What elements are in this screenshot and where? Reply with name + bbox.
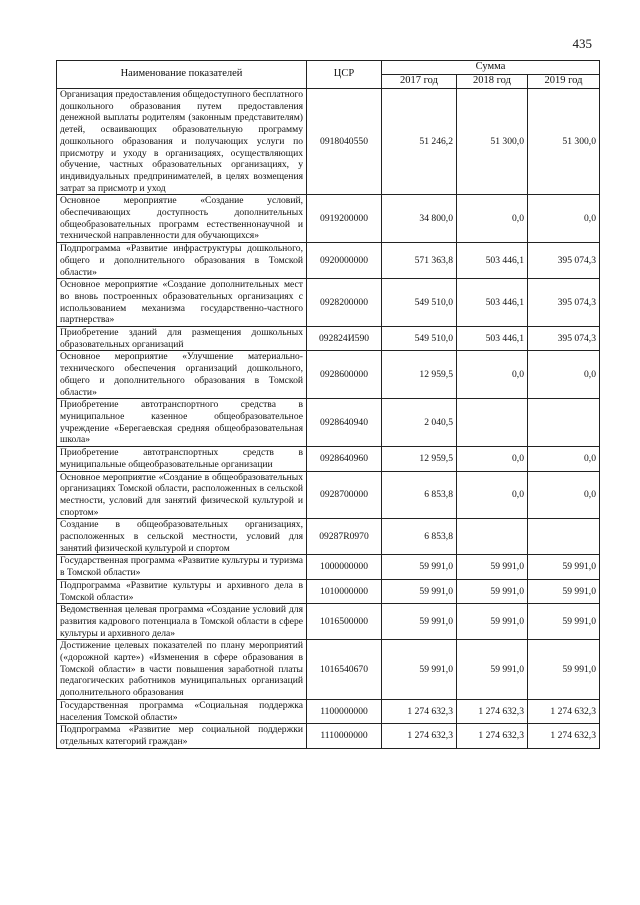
row-name: Достижение целевых показателей по плану мероприятий («дорожной карте») «Изменения в сфере образования в Томской области» в части повышения заработной платы педагогических работников муниципальных организаций дополнительного образования bbox=[57, 640, 307, 700]
row-value-2019 bbox=[528, 399, 600, 447]
row-name: Подпрограмма «Развитие мер социальной поддержки отдельных категорий граждан» bbox=[57, 724, 307, 748]
row-value-2018: 0,0 bbox=[457, 447, 528, 471]
row-code: 0918040550 bbox=[307, 89, 382, 195]
row-value-2018: 503 446,1 bbox=[457, 279, 528, 327]
row-value-2018: 503 446,1 bbox=[457, 243, 528, 279]
table-header bbox=[57, 61, 600, 89]
row-value-2019: 59 991,0 bbox=[528, 640, 600, 700]
row-value-2017: 6 853,8 bbox=[382, 471, 457, 519]
row-code: 0928700000 bbox=[307, 471, 382, 519]
row-value-2018 bbox=[457, 399, 528, 447]
row-code: 0920000000 bbox=[307, 243, 382, 279]
row-value-2017: 6 853,8 bbox=[382, 519, 457, 555]
row-code: 1110000000 bbox=[307, 724, 382, 748]
row-value-2018: 1 274 632,3 bbox=[457, 699, 528, 723]
table-row bbox=[57, 555, 600, 579]
row-name: Основное мероприятие «Улучшение материально-технического обеспечения организаций дошкольного, общего и дополнительного образования в Томской области» bbox=[57, 351, 307, 399]
row-name: Приобретение автотранспортных средств в муниципальные общеобразовательные организации bbox=[57, 447, 307, 471]
row-code: 092824И590 bbox=[307, 327, 382, 351]
table-body bbox=[57, 89, 600, 749]
table-row bbox=[57, 89, 600, 195]
row-value-2017: 12 959,5 bbox=[382, 447, 457, 471]
row-value-2019: 0,0 bbox=[528, 351, 600, 399]
row-value-2017: 549 510,0 bbox=[382, 279, 457, 327]
budget-table bbox=[56, 60, 600, 749]
row-value-2019: 59 991,0 bbox=[528, 555, 600, 579]
row-value-2018: 59 991,0 bbox=[457, 640, 528, 700]
table-row bbox=[57, 724, 600, 748]
row-value-2018: 59 991,0 bbox=[457, 579, 528, 603]
row-value-2017: 1 274 632,3 bbox=[382, 699, 457, 723]
row-name: Подпрограмма «Развитие инфраструктуры дошкольного, общего и дополнительного образования в Томской области» bbox=[57, 243, 307, 279]
row-value-2017: 34 800,0 bbox=[382, 195, 457, 243]
row-name: Государственная программа «Развитие культуры и туризма в Томской области» bbox=[57, 555, 307, 579]
table-row bbox=[57, 351, 600, 399]
row-code: 0928640940 bbox=[307, 399, 382, 447]
page-number: 435 bbox=[572, 36, 592, 51]
row-value-2018: 0,0 bbox=[457, 195, 528, 243]
row-name: Приобретение зданий для размещения дошкольных образовательных организаций bbox=[57, 327, 307, 351]
header-year-2018: 2018 год bbox=[457, 75, 528, 89]
row-code: 0919200000 bbox=[307, 195, 382, 243]
row-name: Приобретение автотранспортного средства в муниципальное казенное общеобразовательное учреждение «Берегаевская средняя общеобразовательная школа» bbox=[57, 399, 307, 447]
row-value-2019: 51 300,0 bbox=[528, 89, 600, 195]
row-code: 1010000000 bbox=[307, 579, 382, 603]
table-row bbox=[57, 399, 600, 447]
table-row bbox=[57, 279, 600, 327]
table-row bbox=[57, 699, 600, 723]
row-value-2018: 59 991,0 bbox=[457, 604, 528, 640]
row-value-2017: 1 274 632,3 bbox=[382, 724, 457, 748]
row-name: Основное мероприятие «Создание условий, обеспечивающих доступность дополнительных общеобразовательных программ естественнонаучной и технической направленности для обучающихся» bbox=[57, 195, 307, 243]
row-value-2019 bbox=[528, 519, 600, 555]
table-row bbox=[57, 640, 600, 700]
row-value-2017: 2 040,5 bbox=[382, 399, 457, 447]
row-value-2019: 395 074,3 bbox=[528, 279, 600, 327]
row-value-2019: 1 274 632,3 bbox=[528, 724, 600, 748]
row-value-2017: 59 991,0 bbox=[382, 579, 457, 603]
header-name: Наименование показателей bbox=[57, 61, 307, 89]
row-code: 1000000000 bbox=[307, 555, 382, 579]
row-name: Основное мероприятие «Создание в общеобразовательных организациях Томской области, расположенных в сельской местности, условий для занятий физической культурой и спортом» bbox=[57, 471, 307, 519]
row-value-2017: 59 991,0 bbox=[382, 604, 457, 640]
row-code: 1016500000 bbox=[307, 604, 382, 640]
row-value-2017: 51 246,2 bbox=[382, 89, 457, 195]
header-code: ЦСР bbox=[307, 61, 382, 89]
row-name: Государственная программа «Социальная поддержка населения Томской области» bbox=[57, 699, 307, 723]
row-value-2018: 1 274 632,3 bbox=[457, 724, 528, 748]
header-year-2017: 2017 год bbox=[382, 75, 457, 89]
table-row bbox=[57, 195, 600, 243]
row-name: Подпрограмма «Развитие культуры и архивного дела в Томской области» bbox=[57, 579, 307, 603]
row-value-2019: 0,0 bbox=[528, 447, 600, 471]
row-value-2018: 503 446,1 bbox=[457, 327, 528, 351]
table-row bbox=[57, 471, 600, 519]
header-year-2019: 2019 год bbox=[528, 75, 600, 89]
row-value-2019: 395 074,3 bbox=[528, 243, 600, 279]
row-code: 1100000000 bbox=[307, 699, 382, 723]
row-value-2017: 59 991,0 bbox=[382, 640, 457, 700]
row-value-2019: 1 274 632,3 bbox=[528, 699, 600, 723]
row-value-2019: 59 991,0 bbox=[528, 604, 600, 640]
row-value-2019: 0,0 bbox=[528, 195, 600, 243]
row-value-2017: 59 991,0 bbox=[382, 555, 457, 579]
row-value-2018: 59 991,0 bbox=[457, 555, 528, 579]
row-name: Создание в общеобразовательных организациях, расположенных в сельской местности, условий для занятий физической культурой и спортом bbox=[57, 519, 307, 555]
row-code: 0928200000 bbox=[307, 279, 382, 327]
table-row bbox=[57, 579, 600, 603]
row-name: Ведомственная целевая программа «Создание условий для развития кадрового потенциала в Томской области в сфере культуры и архивного дела» bbox=[57, 604, 307, 640]
row-name: Организация предоставления общедоступного бесплатного дошкольного образования путем предоставления денежной выплаты родителям (законным представителям) детей, осваивающих образовательную программу дошкольного образования и получающих услуги по присмотру и уходу в организациях, осуществляющих обучение, частных образовательных организациях, у индивидуальных предпринимателей, в целях возмещения затрат за присмотр и уход bbox=[57, 89, 307, 195]
row-value-2017: 571 363,8 bbox=[382, 243, 457, 279]
row-value-2017: 12 959,5 bbox=[382, 351, 457, 399]
row-code: 1016540670 bbox=[307, 640, 382, 700]
table-row bbox=[57, 243, 600, 279]
table-row bbox=[57, 447, 600, 471]
row-value-2018: 0,0 bbox=[457, 351, 528, 399]
row-code: 09287R0970 bbox=[307, 519, 382, 555]
row-value-2018 bbox=[457, 519, 528, 555]
row-value-2018: 0,0 bbox=[457, 471, 528, 519]
row-code: 0928600000 bbox=[307, 351, 382, 399]
table-row bbox=[57, 327, 600, 351]
header-sum: Сумма bbox=[382, 61, 600, 75]
table-row bbox=[57, 519, 600, 555]
row-value-2019: 395 074,3 bbox=[528, 327, 600, 351]
row-name: Основное мероприятие «Создание дополнительных мест во вновь построенных образовательных организациях с использованием механизма государственно-частного партнерства» bbox=[57, 279, 307, 327]
row-value-2017: 549 510,0 bbox=[382, 327, 457, 351]
row-code: 0928640960 bbox=[307, 447, 382, 471]
row-value-2019: 59 991,0 bbox=[528, 579, 600, 603]
row-value-2019: 0,0 bbox=[528, 471, 600, 519]
table-row bbox=[57, 604, 600, 640]
row-value-2018: 51 300,0 bbox=[457, 89, 528, 195]
